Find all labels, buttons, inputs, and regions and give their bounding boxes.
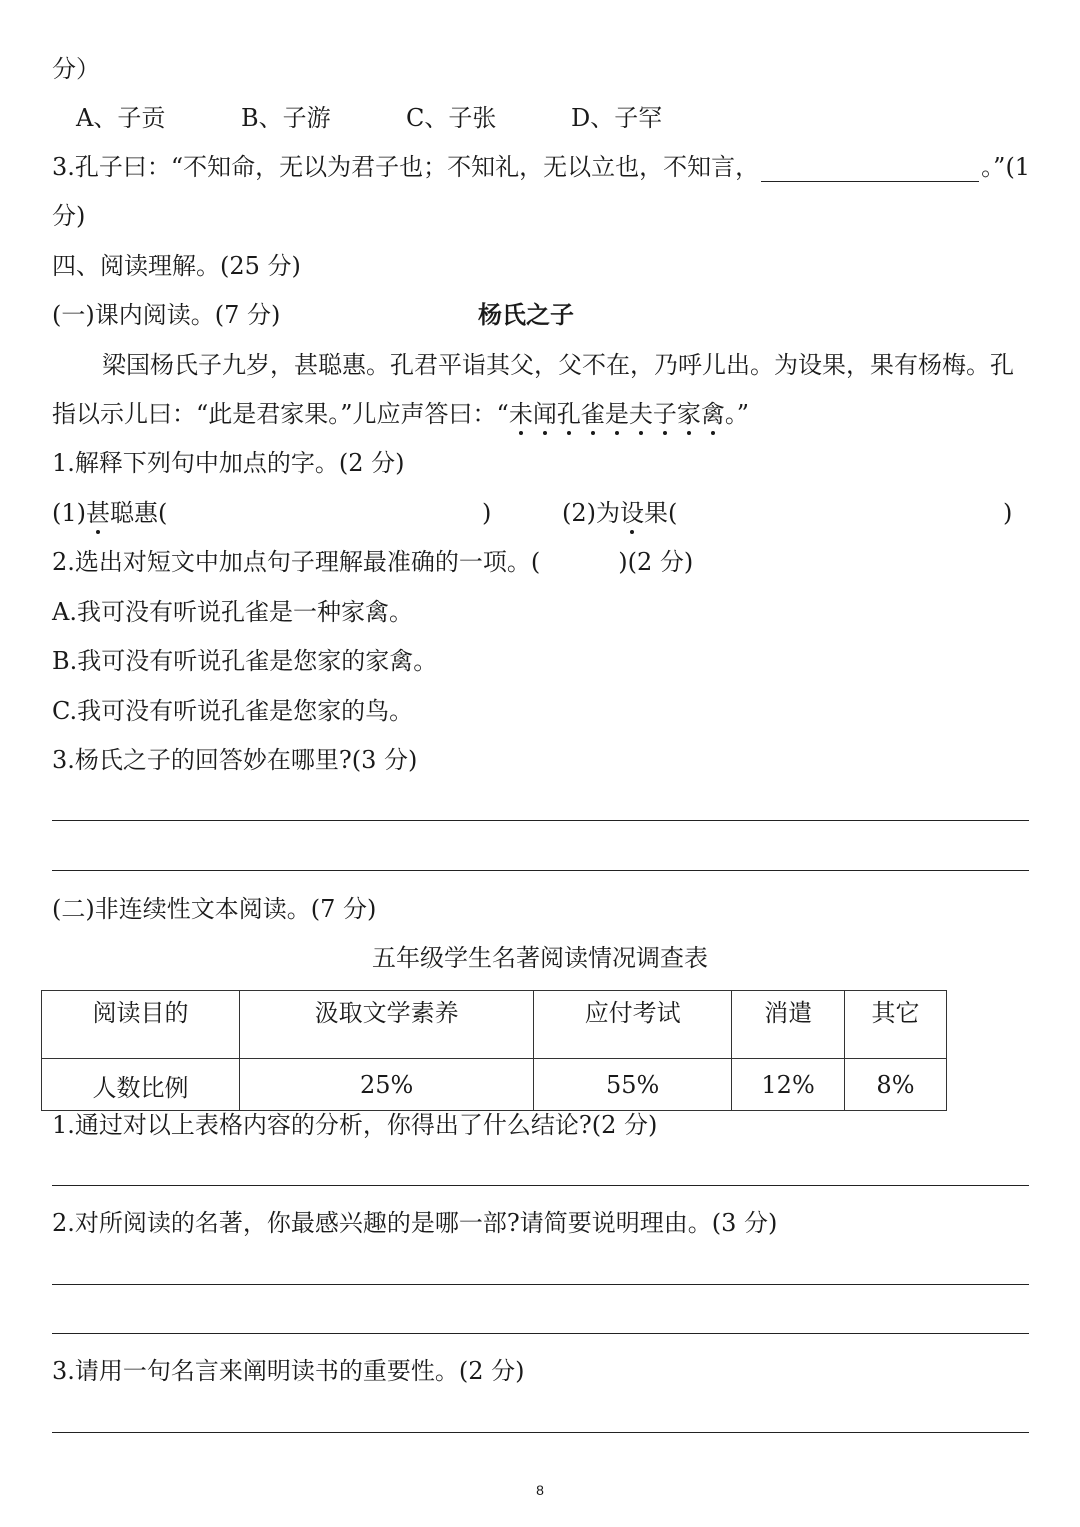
dotted-char: 子 xyxy=(652,400,677,428)
item1-close-paren: ) xyxy=(482,499,492,527)
table-row xyxy=(42,991,947,1059)
part2-q1: 1.通过对以上表格内容的分析，你得出了什么结论?(2 分) xyxy=(52,1111,658,1139)
passage-line-2 xyxy=(52,399,749,429)
part1-heading: (一)课内阅读。(7 分) xyxy=(52,301,281,329)
option-d: D、子罕 xyxy=(571,104,663,132)
table-cell: 汲取文学素养 xyxy=(240,991,534,1059)
passage-line-2-start: 指以示儿曰：“此是君家果。”儿应声答曰：“ xyxy=(52,400,509,428)
page-number: 8 xyxy=(536,1482,544,1498)
table-cell: 其它 xyxy=(844,991,946,1059)
option-c: C、子张 xyxy=(406,104,497,132)
dotted-char: 家 xyxy=(676,400,701,428)
confucius-question-text: 3.孔子曰：“不知命，无以为君子也；不知礼，无以立也，不知言， xyxy=(52,153,760,181)
confucius-question-cont: 分) xyxy=(52,202,86,230)
table-row xyxy=(42,1059,947,1111)
answer-line[interactable] xyxy=(52,1432,1029,1433)
table-title: 五年级学生名著阅读情况调查表 xyxy=(372,944,708,972)
dotted-char: 是 xyxy=(604,400,629,428)
dotted-char-2: 设 xyxy=(620,499,644,527)
answer-line[interactable] xyxy=(52,1284,1029,1285)
passage-line-2-end: 。” xyxy=(724,400,750,428)
answer-line[interactable] xyxy=(52,1333,1029,1334)
item2-close-paren: ) xyxy=(1003,499,1013,527)
dotted-char: 雀 xyxy=(580,400,605,428)
option-a: A、子贡 xyxy=(76,104,166,132)
part1-q2 xyxy=(52,547,693,577)
part1-q3: 3.杨氏之子的回答妙在哪里?(3 分) xyxy=(52,746,418,774)
table-cell: 25% xyxy=(240,1059,534,1111)
dotted-char: 孔 xyxy=(556,400,581,428)
confucius-question xyxy=(52,152,1030,182)
item1-prefix: (1) xyxy=(52,499,86,527)
part1-q2-score: )(2 分) xyxy=(618,548,694,576)
confucius-question-end: 。”(1 xyxy=(981,153,1031,181)
item1-rest: 聪惠( xyxy=(110,499,168,527)
part1-q2-text: 2.选出对短文中加点句子理解最准确的一项。( xyxy=(52,548,541,576)
table-cell: 8% xyxy=(844,1059,946,1111)
dotted-sentence xyxy=(509,399,725,429)
passage-line-1: 梁国杨氏子九岁，甚聪惠。孔君平诣其父，父不在，乃呼儿出。为设果，果有杨梅。孔 xyxy=(102,351,1014,379)
answer-line[interactable] xyxy=(52,1185,1029,1186)
table-cell: 应付考试 xyxy=(534,991,732,1059)
answer-line[interactable] xyxy=(52,820,1029,821)
item2-rest: 果( xyxy=(644,499,678,527)
dotted-char: 夫 xyxy=(628,400,653,428)
part2-q2: 2.对所阅读的名著，你最感兴趣的是哪一部?请简要说明理由。(3 分) xyxy=(52,1209,778,1237)
choice-b: B.我可没有听说孔雀是您家的家禽。 xyxy=(52,647,438,675)
section-heading: 四、阅读理解。(25 分) xyxy=(52,252,301,280)
prev-question-tail: 分） xyxy=(52,55,100,83)
answer-line[interactable] xyxy=(52,870,1029,871)
table-cell: 阅读目的 xyxy=(42,991,240,1059)
part1-q1-item2 xyxy=(562,498,677,528)
survey-table xyxy=(41,990,947,1111)
item2-prefix: (2)为 xyxy=(562,499,620,527)
choice-c: C.我可没有听说孔雀是您家的鸟。 xyxy=(52,697,414,725)
part2-heading: (二)非连续性文本阅读。(7 分) xyxy=(52,895,377,923)
option-b: B、子游 xyxy=(241,104,331,132)
part1-q1: 1.解释下列句中加点的字。(2 分) xyxy=(52,449,405,477)
table-cell: 消遣 xyxy=(732,991,845,1059)
choice-a: A.我可没有听说孔雀是一种家禽。 xyxy=(52,598,413,626)
dotted-char: 闻 xyxy=(532,400,557,428)
table-cell: 12% xyxy=(732,1059,845,1111)
part1-q1-item1 xyxy=(52,498,167,528)
table-cell: 55% xyxy=(534,1059,732,1111)
answer-blank[interactable] xyxy=(761,159,979,182)
dotted-char: 禽 xyxy=(700,400,725,428)
dotted-char: 未 xyxy=(508,400,533,428)
passage-title: 杨氏之子 xyxy=(478,300,574,329)
dotted-char-1: 甚 xyxy=(86,499,110,527)
part2-q3: 3.请用一句名言来阐明读书的重要性。(2 分) xyxy=(52,1357,525,1385)
table-cell: 人数比例 xyxy=(42,1059,240,1111)
